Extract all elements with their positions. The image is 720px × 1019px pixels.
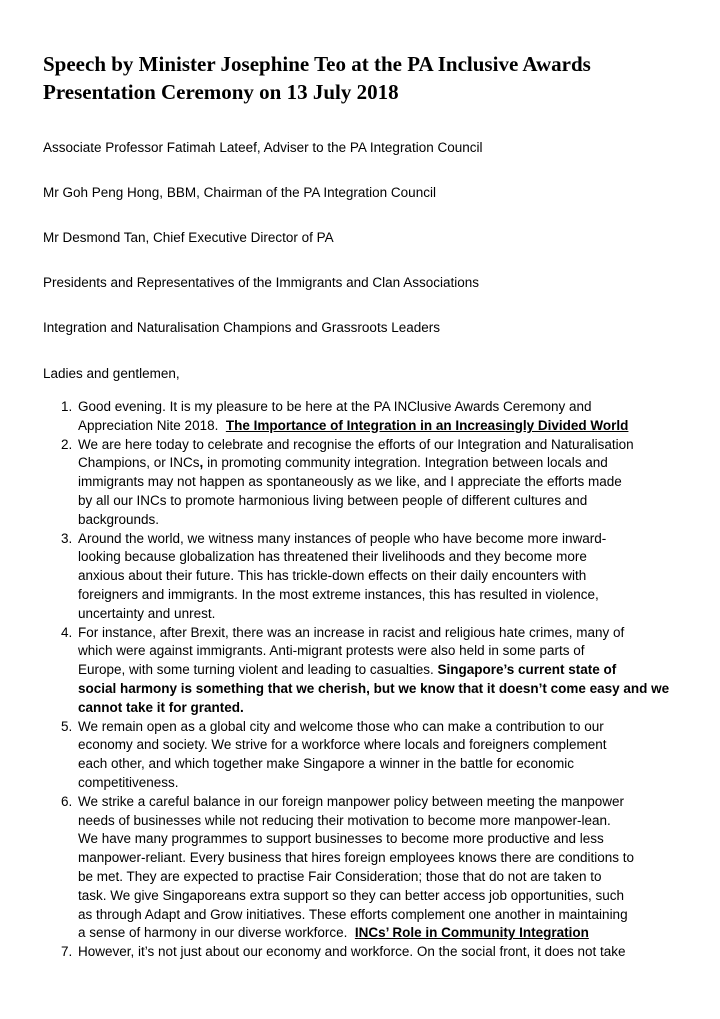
salutation-chairman: Mr Goh Peng Hong, BBM, Chairman of the PA Integration Council xyxy=(43,185,436,200)
salutation-adviser: Associate Professor Fatimah Lateef, Adviser to the PA Integration Council xyxy=(43,140,483,155)
section-heading: The Importance of Integration in an Increasingly Divided World xyxy=(225,417,629,433)
item-line: needs of businesses while not reducing their motivation to become more manpower-lean. xyxy=(78,812,611,828)
item-number: 3. xyxy=(61,530,73,546)
item-line-bold: social harmony is something that we cherish, but we know that it doesn’t come easy xyxy=(78,680,620,696)
item-line: economy and society. We strive for a workforce where locals and foreigners complement xyxy=(78,737,607,753)
list-item xyxy=(43,793,683,943)
item-text: in promoting community integration. Integration between locals and xyxy=(203,455,608,471)
list-item xyxy=(43,436,683,530)
item-line-bold: and we cannot take it for granted. xyxy=(78,680,670,715)
item-line xyxy=(78,661,683,680)
item-number: 6. xyxy=(61,793,73,809)
salutation-champions: Integration and Naturalisation Champions and Grassroots Leaders xyxy=(43,320,440,335)
bold-comma: , xyxy=(199,455,204,471)
item-line: anxious about their future. This has trickle-down effects on their daily encounters with xyxy=(78,568,587,584)
item-line: We strike a careful balance in our foreign manpower policy between meeting the manpower xyxy=(78,793,625,809)
title-line-2: Presentation Ceremony on 13 July 2018 xyxy=(43,80,399,104)
list-item xyxy=(43,624,683,718)
item-number: 7. xyxy=(61,944,73,960)
item-text: Champions, or INCs xyxy=(78,455,200,471)
salutation-ladies-gentlemen: Ladies and gentlemen, xyxy=(43,366,180,381)
section-heading: INCs’ Role in Community Integration xyxy=(354,925,589,941)
item-line: looking because globalization has threatened their livelihoods and they become more xyxy=(78,549,587,565)
salutation-associations: Presidents and Representatives of the Immigrants and Clan Associations xyxy=(43,275,479,290)
item-line: which were against immigrants. Anti-migrant protests were also held in some parts of xyxy=(78,643,585,659)
item-line xyxy=(78,924,683,943)
item-line: uncertainty and unrest. xyxy=(78,605,216,621)
item-line: manpower-reliant. Every business that hires foreign employees knows there are conditions to xyxy=(78,850,635,866)
item-number: 2. xyxy=(61,436,73,452)
item-line xyxy=(78,454,683,473)
numbered-paragraphs xyxy=(43,398,683,962)
item-line: immigrants may not happen as spontaneously as we like, and I appreciate the efforts made xyxy=(78,474,622,490)
salutation-ced: Mr Desmond Tan, Chief Executive Director of PA xyxy=(43,230,334,245)
item-line: However, it’s not just about our economy and workforce. On the social front, it does not take xyxy=(78,944,626,960)
item-line: foreigners and immigrants. In the most extreme instances, this has resulted in violence, xyxy=(78,586,599,602)
item-line: as through Adapt and Grow initiatives. These efforts complement one another in maintaining xyxy=(78,906,628,922)
item-text: a sense of harmony in our diverse workforce. xyxy=(78,925,348,941)
item-line: For instance, after Brexit, there was an increase in racist and religious hate crimes, many of xyxy=(78,624,625,640)
item-line: We have many programmes to support businesses to become more productive and less xyxy=(78,831,604,847)
title-line-1: Speech by Minister Josephine Teo at the PA Inclusive Awards xyxy=(43,52,591,76)
item-line: each other, and which together make Singapore a winner in the battle for economic xyxy=(78,756,575,772)
list-item xyxy=(43,398,683,436)
item-line: task. We give Singaporeans extra support so they can better access job opportunities, such xyxy=(78,887,625,903)
item-line: competitiveness. xyxy=(78,774,179,790)
item-line: by all our INCs to promote harmonious living between people of different cultures and xyxy=(78,492,588,508)
item-number: 4. xyxy=(61,624,73,640)
bold-text: Singapore’s current state of xyxy=(437,662,617,678)
item-line: Good evening. It is my pleasure to be here at the PA INClusive Awards Ceremony and xyxy=(78,399,592,414)
item-number: 5. xyxy=(61,718,73,734)
item-line: Around the world, we witness many instances of people who have become more inward- xyxy=(78,530,607,546)
item-line: backgrounds. xyxy=(78,511,160,527)
page-title xyxy=(43,50,693,106)
list-item xyxy=(43,943,683,962)
item-text: Appreciation Nite 2018. xyxy=(78,417,219,433)
item-number: 1. xyxy=(61,399,73,414)
item-line: We remain open as a global city and welcome those who can make a contribution to our xyxy=(78,718,604,734)
list-item xyxy=(43,530,683,624)
item-line xyxy=(78,417,683,436)
item-line: be met. They are expected to practise Fair Consideration; those that do not are taken to xyxy=(78,868,602,884)
list-item xyxy=(43,718,683,793)
item-line: We are here today to celebrate and recognise the efforts of our Integration and Naturalisation xyxy=(78,436,634,452)
item-text: Europe, with some turning violent and leading to casualties. xyxy=(78,662,434,678)
